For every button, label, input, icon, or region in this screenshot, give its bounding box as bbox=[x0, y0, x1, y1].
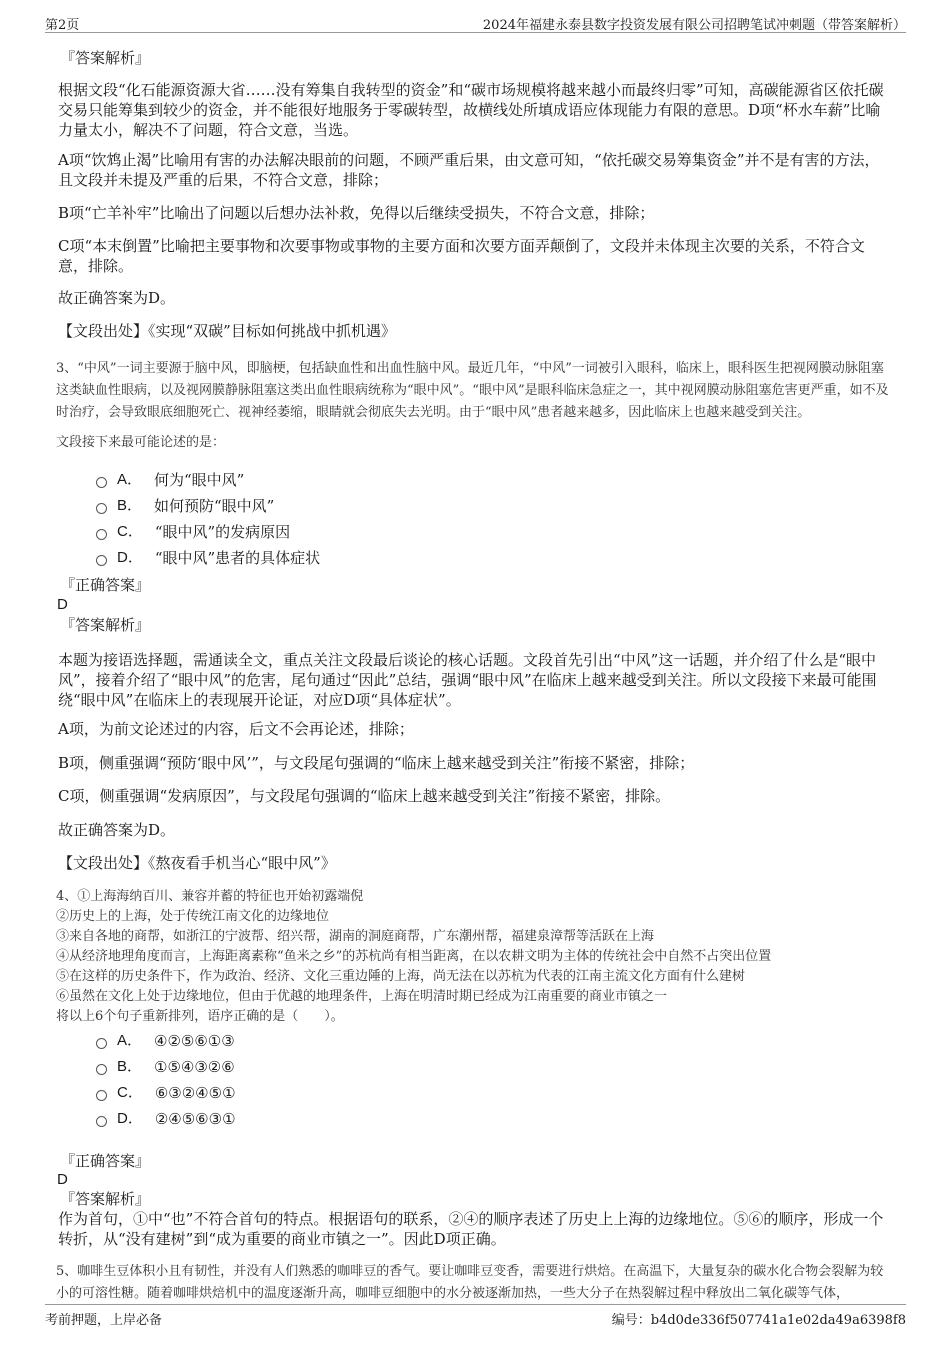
analysis-label: 『答案解析』 bbox=[60, 49, 151, 67]
radio-button[interactable] bbox=[96, 1064, 107, 1075]
analysis-paragraph: 作为首句，①中“也”不符合首句的特点。根据语句的联系，②④的顺序表述了历史上上海的边缘地位。⑤⑥的顺序，形成一个转折，从“没有建树”到“成为重要的商业市镇之一”。因此D项正确。 bbox=[58, 1210, 884, 1248]
answer-label: 『正确答案』 bbox=[60, 576, 151, 594]
analysis-paragraph: C项，侧重强调“发病原因”，与文段尾句强调的“临床上越来越受到关注”衔接不紧密，排除。 bbox=[58, 787, 671, 805]
radio-button[interactable] bbox=[96, 477, 107, 488]
analysis-paragraph: B项“亡羊补牢”比喻出了问题以后想办法补救，免得以后继续受损失，不符合文意，排除； bbox=[58, 204, 655, 222]
question-stem: 3、“中风”一词主要源于脑中风，即脑梗，包括缺血性和出血性脑中风。最近几年，“中风”一词被引入眼科，临床上，眼科医生把视网膜动脉阻塞这类缺血性眼病，以及视网膜静脉阻塞这类出血性眼病统称为“眼中风”。“眼中风”是眼科临床急症之一，其中视网膜动脉阻塞危害更严重，如不及时治疗，会导致眼底细胞死亡、视神经萎缩，眼睛就会彻底失去光明。由于“眼中风”患者越来越多，因此临床上也越来越受到关注。 bbox=[56, 361, 889, 420]
radio-button[interactable] bbox=[96, 529, 107, 540]
radio-button[interactable] bbox=[96, 503, 107, 514]
analysis-label: 『答案解析』 bbox=[60, 616, 151, 634]
question-prompt: 将以上6个句子重新排列，语序正确的是（ ）。 bbox=[56, 1009, 344, 1024]
option-d[interactable]: D． “眼中风”患者的具体症状 bbox=[96, 548, 320, 568]
document-title: 2024年福建永泰县数字投资发展有限公司招聘笔试冲刺题（带答案解析） bbox=[482, 18, 906, 33]
answer-value: D bbox=[57, 1171, 68, 1188]
radio-button[interactable] bbox=[96, 555, 107, 566]
analysis-paragraph: 根据文段“化石能源资源大省……没有筹集自我转型的资金”和“碳市场规模将越来越小而最终归零”可知，高碳能源省区依托碳交易只能筹集到较少的资金，并不能很好地服务于零碳转型，故横线处所填成语应体现能力有限的意思。D项“杯水车薪”比喻力量太小，解决不了问题，符合文意，当选。 bbox=[58, 81, 884, 139]
option-c[interactable]: C． “眼中风”的发病原因 bbox=[96, 522, 290, 542]
question-line: ②历史上的上海，处于传统江南文化的边缘地位 bbox=[56, 909, 330, 924]
analysis-conclusion: 故正确答案为D。 bbox=[58, 289, 176, 307]
option-d[interactable]: D． ②④⑤⑥③① bbox=[96, 1109, 236, 1129]
radio-button[interactable] bbox=[96, 1090, 107, 1101]
source-citation: 【文段出处】《熬夜看手机当心“眼中风”》 bbox=[58, 854, 336, 872]
question-line: ④从经济地理角度而言，上海距离素称“鱼米之乡”的苏杭尚有相当距离，在以农耕文明为主体的传统社会中自然不占突出位置 bbox=[56, 949, 772, 964]
option-a[interactable]: A． ④②⑤⑥①③ bbox=[96, 1031, 235, 1051]
option-b[interactable]: B． ①⑤④③②⑥ bbox=[96, 1057, 235, 1077]
page-number: 第2页 bbox=[45, 18, 80, 33]
option-a[interactable]: A． 何为“眼中风” bbox=[96, 470, 244, 490]
question-line: ⑤在这样的历史条件下，作为政治、经济、文化三重边陲的上海，尚无法在以苏杭为代表的江南主流文化方面有什么建树 bbox=[56, 969, 746, 984]
option-c[interactable]: C． ⑥③②④⑤① bbox=[96, 1083, 236, 1103]
question-line: ③来自各地的商帮，如浙江的宁波帮、绍兴帮，湖南的洞庭商帮，广东潮州帮，福建泉漳帮等活跃在上海 bbox=[56, 929, 655, 944]
analysis-conclusion: 故正确答案为D。 bbox=[58, 821, 176, 839]
analysis-paragraph: A项，为前文论述过的内容，后文不会再论述，排除； bbox=[58, 720, 414, 738]
question-stem: 5、咖啡生豆体积小且有韧性，并没有人们熟悉的咖啡豆的香气。要让咖啡豆变香，需要进行烘焙。在高温下，大量复杂的碳水化合物会裂解为较小的可溶性糖。随着咖啡烘焙机中的温度逐渐升高，咖啡豆细胞中的水分被逐渐加热，一些大分子在热裂解过程中释放出二氧化碳等气体， bbox=[56, 1264, 884, 1301]
footer-slogan: 考前押题，上岸必备 bbox=[45, 1313, 163, 1328]
source-citation: 【文段出处】《实现“双碳”目标如何挑战中抓机遇》 bbox=[58, 322, 396, 340]
question-line: ⑥虽然在文化上处于边缘地位，但由于优越的地理条件，上海在明清时期已经成为江南重要的商业市镇之一 bbox=[56, 989, 668, 1004]
analysis-paragraph: 本题为接语选择题，需通读全文，重点关注文段最后谈论的核心话题。文段首先引出“中风”这一话题，并介绍了什么是“眼中风”，接着介绍了“眼中风”的危害，尾句通过“因此”总结，强调“眼中风”在临床上越来越受到关注。所以文段接下来最可能围绕“眼中风”在临床上的表现展开论证，对应D项“具体症状”。 bbox=[58, 651, 877, 709]
question-prompt: 文段接下来最可能论述的是： bbox=[56, 435, 226, 450]
page-header bbox=[45, 14, 906, 33]
answer-label: 『正确答案』 bbox=[60, 1152, 151, 1170]
question-line: 4、①上海海纳百川、兼容并蓄的特征也开始初露端倪 bbox=[56, 889, 364, 904]
answer-value: D bbox=[57, 596, 68, 613]
analysis-paragraph: A项“饮鸩止渴”比喻用有害的办法解决眼前的问题，不顾严重后果，由文意可知，“依托碳交易筹集资金”并不是有害的方法，且文段并未提及严重的后果，不符合文意，排除； bbox=[58, 151, 880, 189]
radio-button[interactable] bbox=[96, 1038, 107, 1049]
option-b[interactable]: B． 如何预防“眼中风” bbox=[96, 496, 274, 516]
document-id: 编号：b4d0de336f507741a1e02da49a6398f8 bbox=[611, 1313, 906, 1328]
analysis-paragraph: B项，侧重强调“预防‘眼中风’”，与文段尾句强调的“临床上越来越受到关注”衔接不紧密，排除； bbox=[58, 754, 695, 772]
radio-button[interactable] bbox=[96, 1116, 107, 1127]
analysis-paragraph: C项“本末倒置”比喻把主要事物和次要事物或事物的主要方面和次要方面弄颠倒了，文段并未体现主次要的关系，不符合文意，排除。 bbox=[58, 237, 865, 275]
page-footer bbox=[45, 1304, 906, 1327]
analysis-label: 『答案解析』 bbox=[60, 1190, 151, 1208]
